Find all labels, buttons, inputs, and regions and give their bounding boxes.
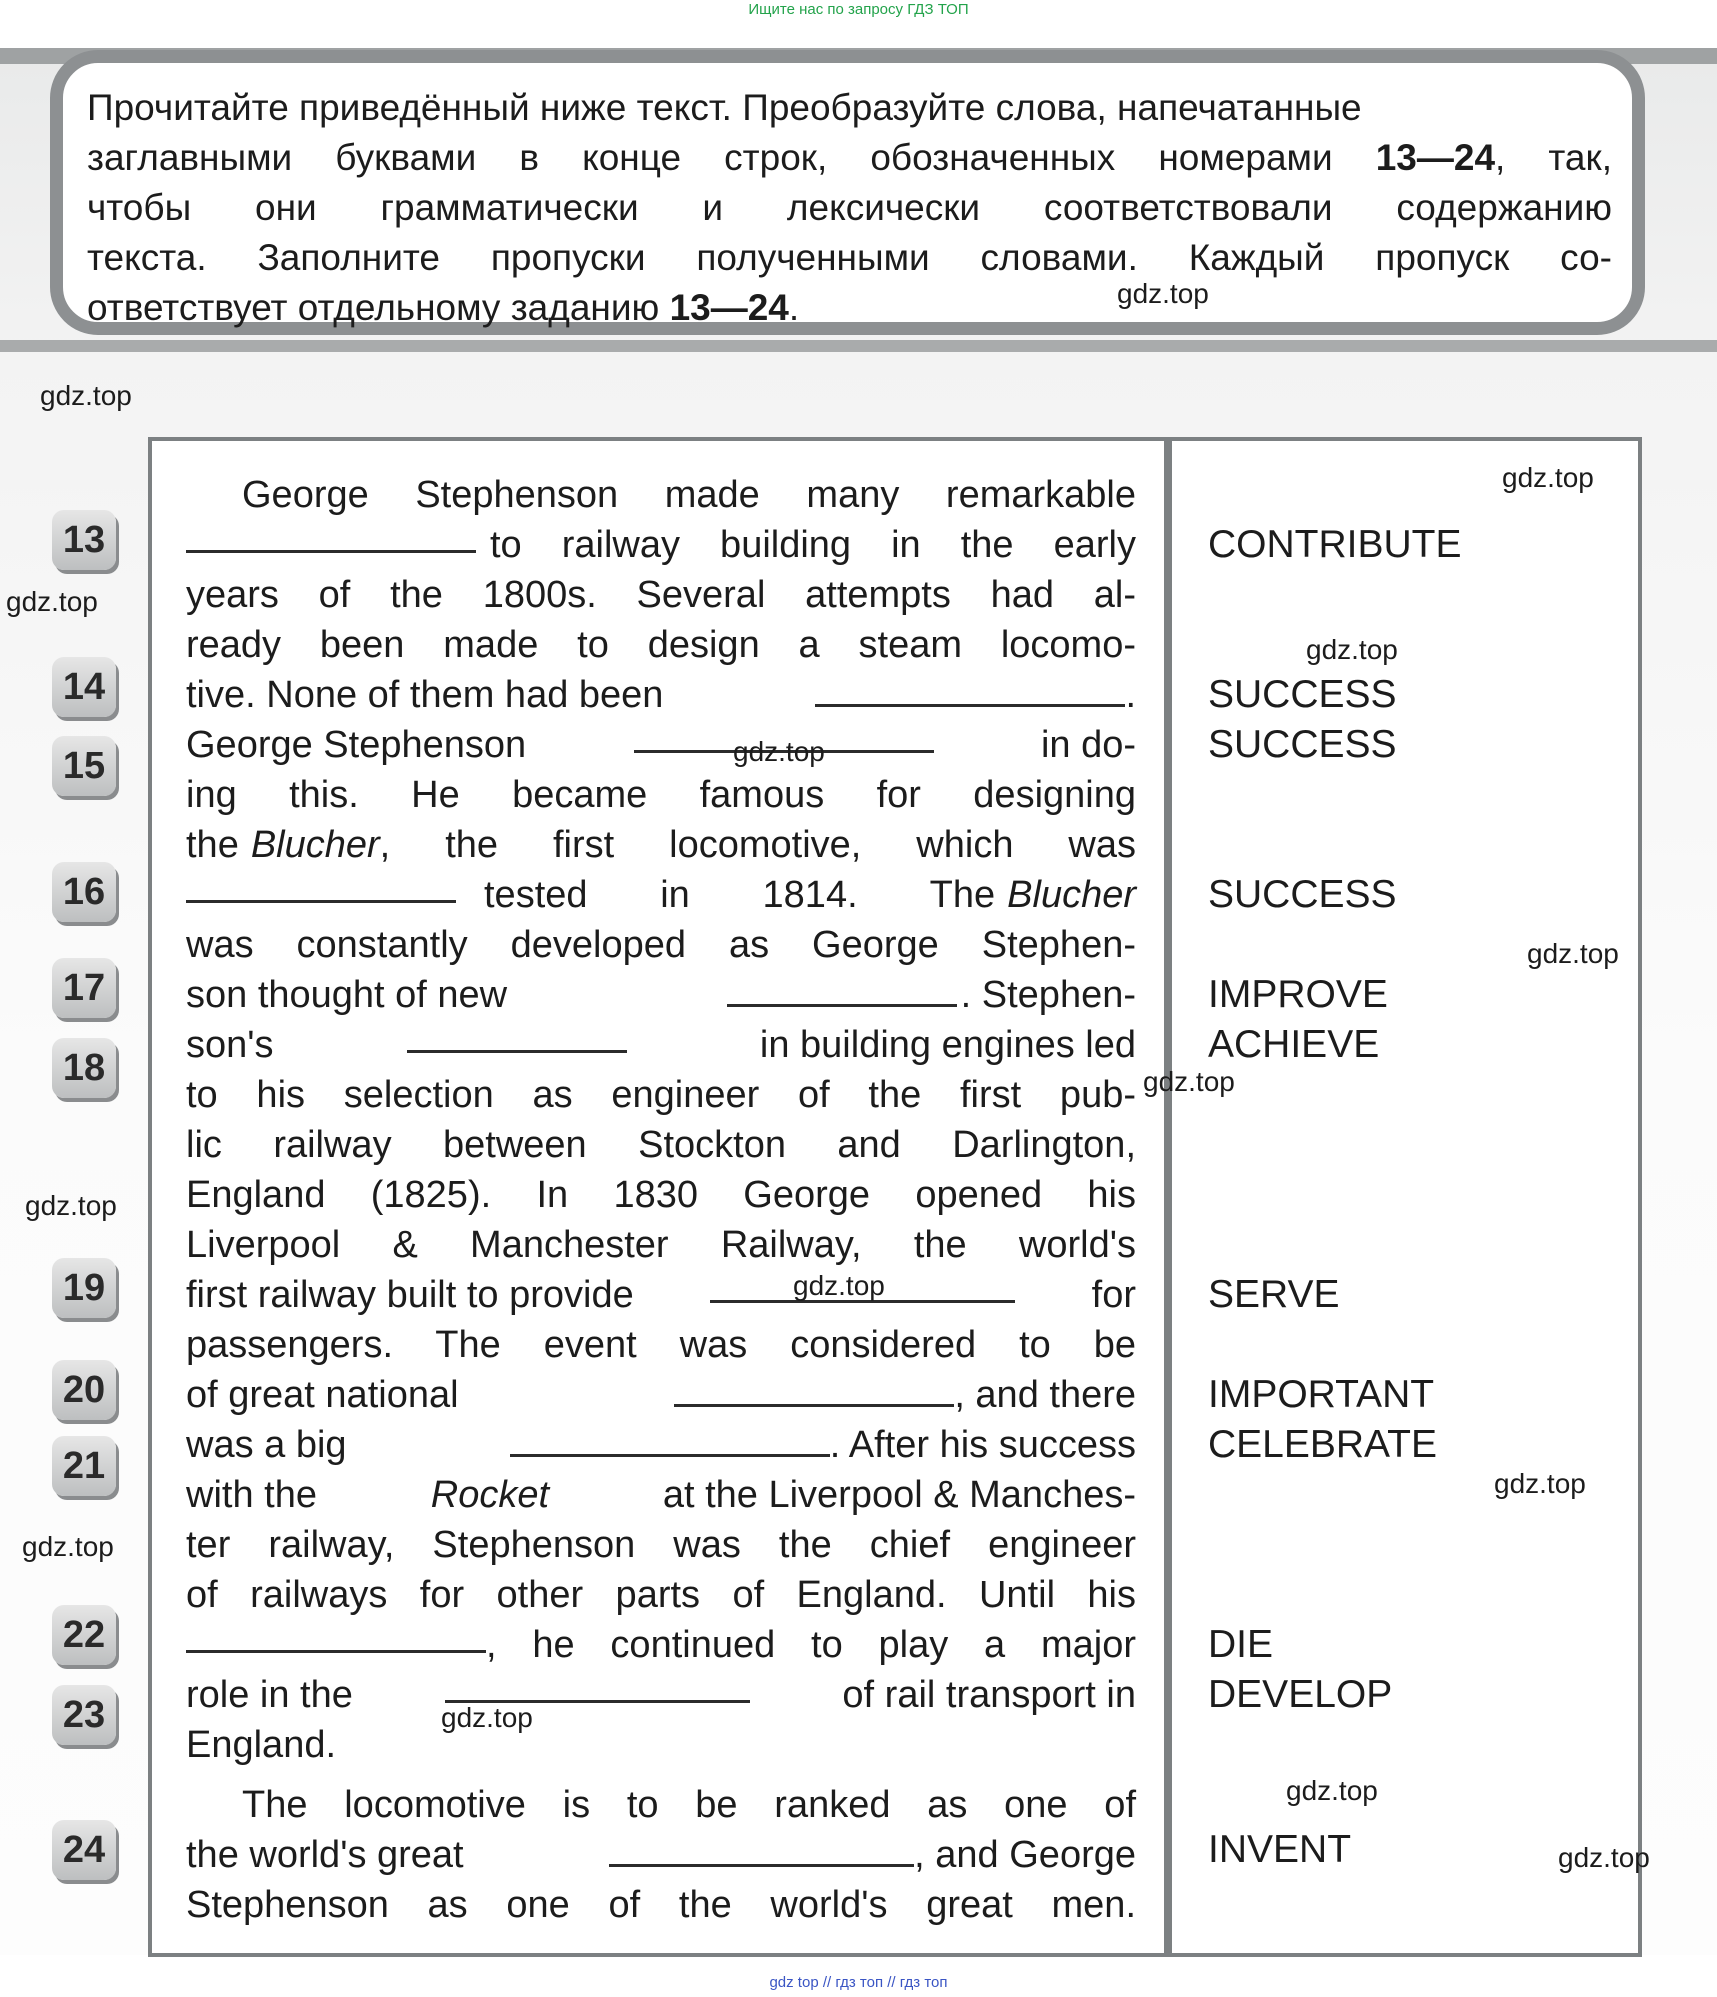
- watermark: gdz.top: [1306, 634, 1398, 665]
- text-line: to railway building in the early: [186, 520, 1136, 570]
- keyword-22: DIE: [1208, 1623, 1274, 1666]
- watermark: gdz.top: [1558, 1842, 1650, 1873]
- gap-24[interactable]: [609, 1834, 914, 1867]
- badge-13: 13: [52, 510, 116, 570]
- top-note[interactable]: Ищите нас по запросу ГДЗ ТОП: [748, 1, 969, 18]
- keyword-24: INVENT: [1208, 1828, 1352, 1871]
- keyword-16: SUCCESS: [1208, 873, 1397, 916]
- text-line: Liverpool & Manchester Railway, the world's: [186, 1224, 1136, 1266]
- task-range: 13—24: [669, 287, 789, 328]
- watermark: gdz.top: [1502, 462, 1594, 493]
- bottom-note: gdz top // гдз топ // гдз топ: [769, 1974, 948, 1991]
- text-line: the Blucher, the first locomotive, which was: [186, 824, 1136, 866]
- gap-16[interactable]: [186, 870, 456, 903]
- watermark: gdz.top: [6, 586, 98, 617]
- badge-18: 18: [52, 1038, 116, 1098]
- watermark: gdz.top: [1117, 278, 1209, 309]
- watermark: gdz.top: [1286, 1775, 1378, 1806]
- keyword-20: IMPORTANT: [1208, 1373, 1435, 1416]
- keyword-17: IMPROVE: [1208, 973, 1388, 1016]
- watermark: gdz.top: [1143, 1066, 1235, 1097]
- watermark: gdz.top: [25, 1190, 117, 1221]
- text-line: was constantly developed as George Stephen-: [186, 924, 1136, 966]
- text-line: England.: [186, 1724, 337, 1766]
- keyword-15: SUCCESS: [1208, 723, 1397, 766]
- text-line: with the Rocket at the Liverpool & Manches-: [186, 1474, 1136, 1516]
- keyword-19: SERVE: [1208, 1273, 1340, 1316]
- text-line: George Stephenson in do-: [186, 720, 1136, 770]
- watermark: gdz.top: [733, 736, 825, 767]
- text-line: son thought of new . Stephen-: [186, 974, 1136, 1016]
- text-line: Stephenson as one of the world's great men.: [186, 1884, 1136, 1926]
- badge-15: 15: [52, 736, 116, 796]
- badge-16: 16: [52, 862, 116, 922]
- watermark: gdz.top: [793, 1270, 885, 1301]
- watermark: gdz.top: [40, 380, 132, 411]
- badge-24: 24: [52, 1820, 116, 1880]
- text-line: role in the of rail transport in: [186, 1670, 1136, 1720]
- badge-17: 17: [52, 958, 116, 1018]
- text-line: the world's great , and George: [186, 1834, 1136, 1876]
- text-line: to his selection as engineer of the first pub-: [186, 1074, 1136, 1116]
- column-divider: [1164, 437, 1172, 1957]
- text-line: was a big . After his success: [186, 1424, 1136, 1466]
- gap-14[interactable]: [815, 674, 1125, 707]
- gap-23[interactable]: [445, 1670, 750, 1703]
- instruction-line-3: чтобы они грамматически и лексически соответствовали содержанию: [87, 187, 1612, 228]
- text-line: first railway built to provide for: [186, 1270, 1136, 1320]
- instruction-line-4: текста. Заполните пропуски полученными словами. Каждый пропуск со-: [87, 237, 1612, 278]
- badge-22: 22: [52, 1605, 116, 1665]
- instruction-line-1: Прочитайте приведённый ниже текст. Преобразуйте слова, напечатанные: [87, 87, 1362, 128]
- gap-21[interactable]: [510, 1424, 830, 1457]
- text-line: of great national , and there: [186, 1374, 1136, 1416]
- keyword-13: CONTRIBUTE: [1208, 523, 1462, 566]
- gap-17[interactable]: [727, 974, 957, 1007]
- keyword-14: SUCCESS: [1208, 673, 1397, 716]
- text-line: tive. None of them had been .: [186, 674, 1136, 716]
- instruction-box: [50, 50, 1645, 335]
- text-line: England (1825). In 1830 George opened his: [186, 1174, 1136, 1216]
- watermark: gdz.top: [1494, 1468, 1586, 1499]
- text-line: passengers. The event was considered to be: [186, 1324, 1136, 1366]
- text-line: son's in building engines led: [186, 1020, 1136, 1070]
- header-bar-lower: [0, 340, 1717, 352]
- badge-20: 20: [52, 1360, 116, 1420]
- badge-21: 21: [52, 1436, 116, 1496]
- watermark: gdz.top: [22, 1531, 114, 1562]
- keyword-23: DEVELOP: [1208, 1673, 1393, 1716]
- text-line: , he continued to play a major: [186, 1620, 1136, 1670]
- keyword-18: ACHIEVE: [1208, 1023, 1380, 1066]
- gap-20[interactable]: [674, 1374, 954, 1407]
- instruction-line-2: заглавными буквами в конце строк, обозначенных номерами 13—24, так,: [87, 137, 1612, 178]
- task-range: 13—24: [1375, 137, 1496, 178]
- watermark: gdz.top: [1527, 938, 1619, 969]
- instruction-line-5: ответствует отдельному заданию 13—24.: [87, 287, 800, 328]
- text-line: years of the 1800s. Several attempts had al-: [186, 574, 1136, 616]
- text-line: The locomotive is to be ranked as one of: [242, 1784, 1136, 1826]
- badge-23: 23: [52, 1685, 116, 1745]
- gap-22[interactable]: [186, 1620, 486, 1653]
- badge-14: 14: [52, 657, 116, 717]
- text-line: tested in 1814. The Blucher: [186, 870, 1136, 920]
- text-line: of railways for other parts of England. Until his: [186, 1574, 1136, 1616]
- text-line: ready been made to design a steam locomo-: [186, 624, 1136, 666]
- watermark: gdz.top: [441, 1702, 533, 1733]
- text-line: George Stephenson made many remarkable: [242, 474, 1136, 516]
- badge-19: 19: [52, 1258, 116, 1318]
- gap-13[interactable]: [186, 520, 476, 553]
- text-line: lic railway between Stockton and Darlington,: [186, 1124, 1136, 1166]
- gap-18[interactable]: [407, 1020, 627, 1053]
- keyword-21: CELEBRATE: [1208, 1423, 1438, 1466]
- text-line: ter railway, Stephenson was the chief engineer: [186, 1524, 1136, 1566]
- text-line: ing this. He became famous for designing: [186, 774, 1136, 816]
